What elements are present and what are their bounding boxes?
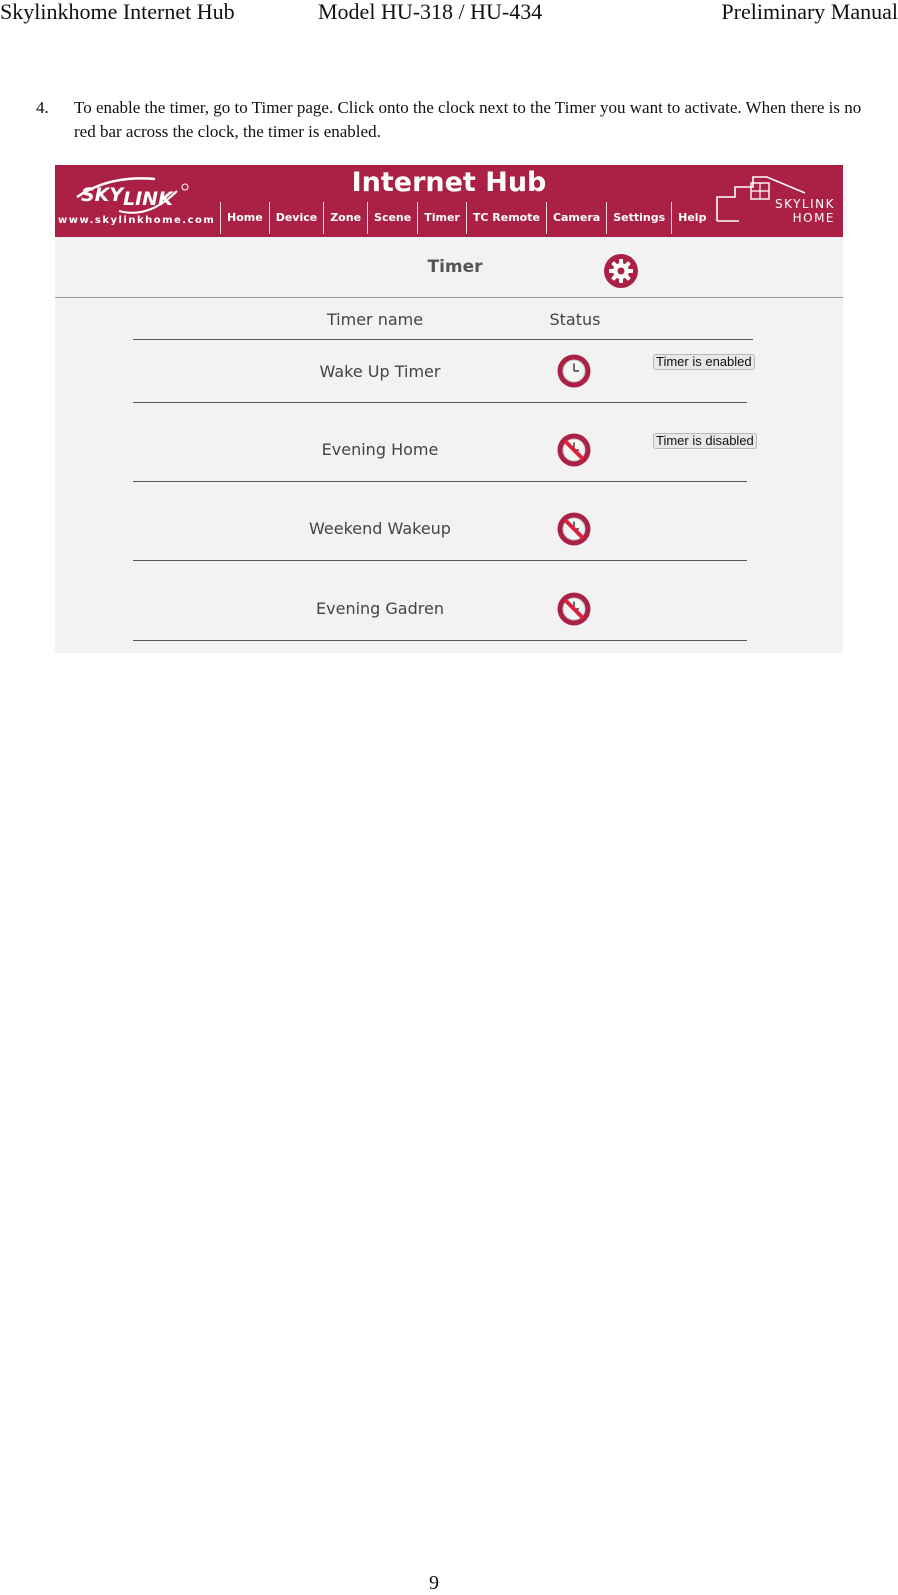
timer-name: Weekend Wakeup bbox=[309, 519, 451, 538]
nav-zone[interactable]: Zone bbox=[323, 202, 367, 234]
nav-scene[interactable]: Scene bbox=[367, 202, 417, 234]
app-title: Internet Hub bbox=[351, 167, 547, 198]
header-right: Preliminary Manual bbox=[721, 0, 898, 24]
page-number: 9 bbox=[429, 1572, 439, 1594]
step-number: 4. bbox=[36, 98, 49, 117]
nav-help[interactable]: Help bbox=[671, 202, 712, 234]
nav-tc-remote[interactable]: TC Remote bbox=[466, 202, 546, 234]
gear-icon[interactable] bbox=[603, 253, 639, 289]
step-text: To enable the timer, go to Timer page. Click onto the clock next to the Timer you want to activate. When there is no red bar across the clock, the timer is enabled. bbox=[74, 98, 862, 141]
logo-url: www.skylinkhome.com bbox=[58, 215, 216, 226]
svg-text:SKY: SKY bbox=[81, 184, 124, 206]
timer-page-screenshot bbox=[55, 165, 843, 653]
svg-text:LINK: LINK bbox=[123, 188, 173, 210]
callout-disabled: Timer is disabled bbox=[653, 433, 757, 449]
nav-camera[interactable]: Camera bbox=[546, 202, 606, 234]
main-nav bbox=[220, 202, 712, 234]
header-middle: Model HU-318 / HU-434 bbox=[318, 0, 543, 24]
clock-disabled-icon[interactable] bbox=[556, 432, 592, 468]
brand-line-2: HOME bbox=[792, 211, 835, 225]
timer-name: Evening Home bbox=[321, 440, 439, 459]
timer-row bbox=[55, 403, 843, 481]
column-header-status: Status bbox=[549, 310, 601, 329]
timer-name: Evening Gadren bbox=[316, 599, 444, 618]
brand-text bbox=[735, 197, 835, 225]
clock-icon[interactable] bbox=[556, 353, 592, 389]
clock-disabled-icon[interactable] bbox=[556, 511, 592, 547]
nav-device[interactable]: Device bbox=[269, 202, 324, 234]
callout-enabled: Timer is enabled bbox=[653, 354, 755, 370]
timer-row bbox=[55, 482, 843, 560]
nav-home[interactable]: Home bbox=[220, 202, 269, 234]
timer-row bbox=[55, 561, 843, 639]
clock-disabled-icon[interactable] bbox=[556, 591, 592, 627]
timer-name: Wake Up Timer bbox=[319, 362, 441, 381]
page-subheader bbox=[55, 237, 843, 298]
page-header bbox=[0, 0, 898, 26]
column-header-name: Timer name bbox=[326, 310, 424, 329]
nav-timer[interactable]: Timer bbox=[417, 202, 466, 234]
app-topbar bbox=[55, 165, 843, 237]
nav-settings[interactable]: Settings bbox=[606, 202, 671, 234]
brand-line-1: SKYLINK bbox=[775, 197, 835, 211]
row-divider bbox=[133, 640, 747, 641]
page-title: Timer bbox=[427, 257, 483, 277]
header-left: Skylinkhome Internet Hub bbox=[0, 0, 235, 24]
